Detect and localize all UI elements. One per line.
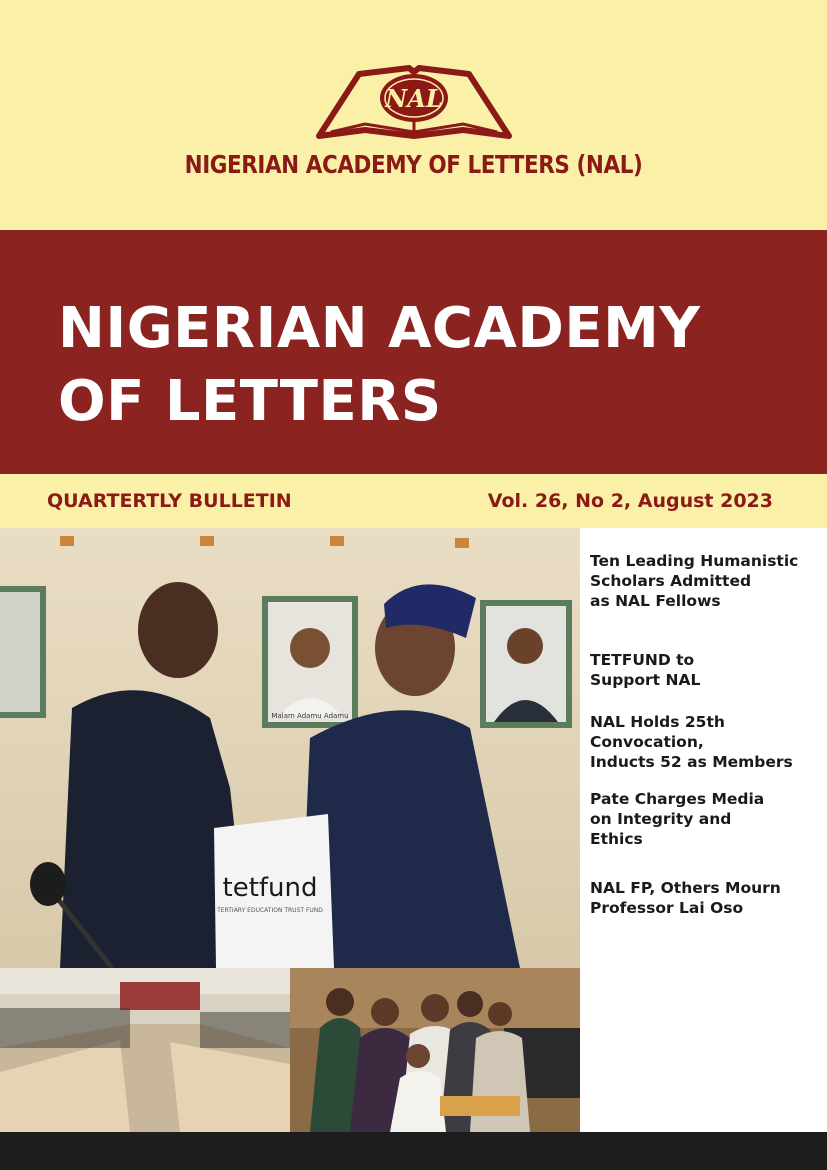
org-name: NIGERIAN ACADEMY OF LETTERS (NAL) xyxy=(184,150,643,179)
volume-label: Vol. 26, No 2, August 2023 xyxy=(487,490,773,512)
headline-line: Inducts 52 as Members xyxy=(590,753,793,771)
footer-bar xyxy=(0,1132,827,1170)
cover-title xyxy=(58,292,700,438)
headline-line: Support NAL xyxy=(590,671,701,689)
headline-line: NAL Holds 25th xyxy=(590,713,725,731)
main-photo xyxy=(0,528,580,968)
masthead xyxy=(0,0,827,230)
headline-line: NAL FP, Others Mourn xyxy=(590,879,781,897)
headline-line: Ethics xyxy=(590,830,643,848)
title-line-2: OF LETTERS xyxy=(58,369,442,434)
group-photo xyxy=(290,968,580,1132)
headline-convocation[interactable] xyxy=(590,712,822,772)
conference-room-photo xyxy=(0,968,290,1132)
headline-line: Ten Leading Humanistic xyxy=(590,552,799,570)
headline-line: TETFUND to xyxy=(590,651,695,669)
headline-fellows[interactable] xyxy=(590,551,822,611)
headline-line: Pate Charges Media xyxy=(590,790,765,808)
bag-tagline: TERTIARY EDUCATION TRUST FUND xyxy=(217,907,323,914)
headline-line: on Integrity and xyxy=(590,810,732,828)
headline-line: Convocation, xyxy=(590,733,704,751)
bulletin-label: QUARTERTLY BULLETIN xyxy=(47,490,292,512)
headline-line: as NAL Fellows xyxy=(590,592,721,610)
headline-pate[interactable] xyxy=(590,789,822,849)
headline-tetfund[interactable] xyxy=(590,650,822,690)
headline-oso[interactable] xyxy=(590,878,822,918)
nal-logo xyxy=(313,62,515,142)
portrait-caption: Malam Adamu Adamu xyxy=(271,712,349,720)
bag-brand: tetfund xyxy=(222,873,318,903)
headlines-column xyxy=(580,528,827,1132)
headline-line: Professor Lai Oso xyxy=(590,899,744,917)
headline-line: Scholars Admitted xyxy=(590,572,752,590)
logo-lettering: NAL xyxy=(385,84,443,113)
title-line-1: NIGERIAN ACADEMY xyxy=(58,296,701,361)
